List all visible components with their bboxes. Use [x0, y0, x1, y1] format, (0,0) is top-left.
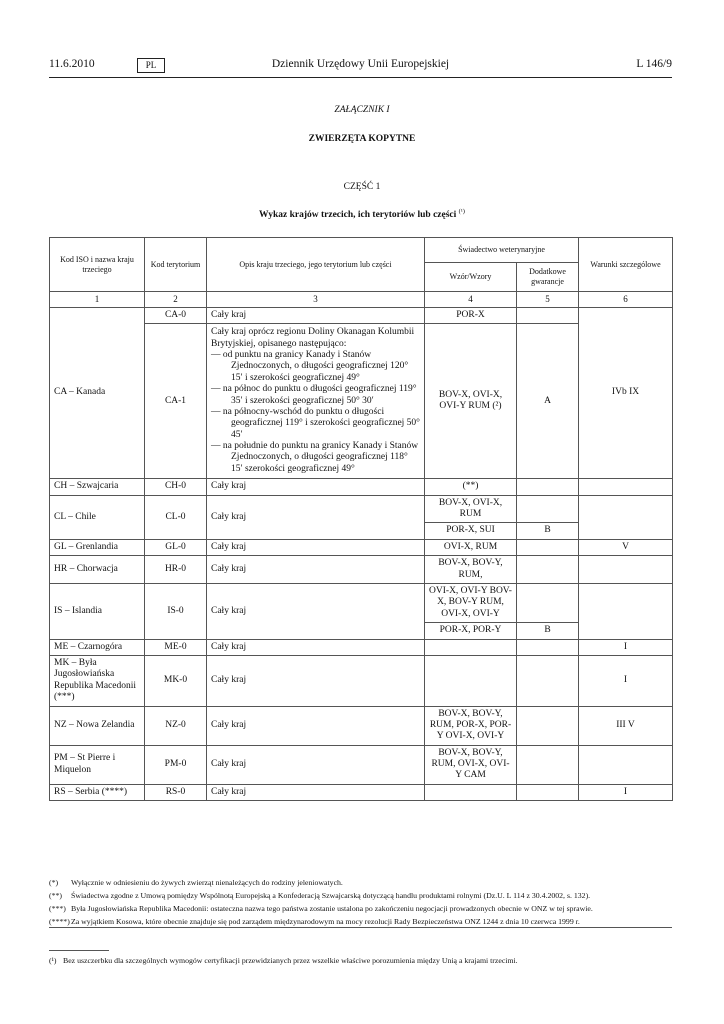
page-footnote-text: Bez uszczerbku dla szczególnych wymogów certyfikacji przewidzianych przez wszelkie właściwe porozumienia między Unią a krajami trzecimi. — [63, 956, 518, 965]
conditions-cell: III V — [579, 706, 673, 745]
page-footnote-mark: (¹) — [49, 956, 57, 965]
country-cell: NZ – Nowa Zelandia — [50, 706, 145, 745]
countries-table — [49, 237, 673, 801]
col-header-guarantees: Dodatkowe gwarancje — [517, 263, 579, 292]
country-cell: MK – Była Jugosłowiańska Republika Macedonii (***) — [50, 655, 145, 706]
description-intro: Cały kraj oprócz regionu Doliny Okanagan Kolumbii Brytyjskiej, opisanego następująco: — [211, 327, 415, 349]
territory-code-cell: PM-0 — [145, 745, 207, 784]
annex-heading: ZWIERZĘTA KOPYTNE — [308, 134, 416, 144]
model-cell: POR-X, SUI — [425, 523, 517, 539]
description-cell: Cały kraj — [207, 584, 425, 640]
col-header-code: Kod terytorium — [145, 238, 207, 292]
publication-date: 11.6.2010 — [49, 58, 95, 70]
model-cell: OVI-X, OVI-Y BOV-X, BOV-Y RUM, OVI-X, OVI-Y — [425, 584, 517, 623]
part-label: CZĘŚĆ 1 — [343, 182, 381, 192]
table-row — [50, 745, 673, 784]
table-row — [50, 307, 673, 323]
description-cell: Cały kraj — [207, 706, 425, 745]
model-cell: OVI-X, RUM — [425, 539, 517, 555]
table-title — [0, 208, 724, 220]
col-header-conditions: Warunki szczególowe — [579, 238, 673, 292]
footnote-text: Za wyjątkiem Kosowa, które obecnie znajduje się pod zarządem międzynarodowym na mocy rezolucji Rady Bezpieczeństwa ONZ 1244 z dnia 10 czerwca 1999 r. — [71, 917, 580, 926]
model-cell — [425, 639, 517, 655]
territory-code-cell: CL-0 — [145, 495, 207, 539]
model-cell: BOV-X, OVI-X, OVI-Y RUM (²) — [425, 324, 517, 479]
col-header-iso: Kod ISO i nazwa kraju trzeciego — [50, 238, 145, 292]
conditions-cell — [579, 479, 673, 495]
description-item: — od punktu na granicy Kanady i Stanów Zjednoczonych, o długości geograficznej 120° 15′ i szerokości geograficznej 49° — [211, 349, 409, 383]
country-cell: CH – Szwajcaria — [50, 479, 145, 495]
description-item: — na południe do punktu na granicy Kanady i Stanów Zjednoczonych, o długości geograficznej 118° 15′ szerokości geograficznej 49° — [211, 441, 419, 474]
language-badge: PL — [137, 58, 165, 73]
description-cell: Cały kraj — [207, 479, 425, 495]
model-cell: BOV-X, OVI-X, RUM — [425, 495, 517, 523]
guarantees-cell — [517, 539, 579, 555]
col-header-model: Wzór/Wzory — [425, 263, 517, 292]
header-divider — [49, 77, 672, 78]
description-cell: Cały kraj — [207, 556, 425, 584]
territory-code-cell: NZ-0 — [145, 706, 207, 745]
conditions-cell — [579, 556, 673, 584]
footnote-mark: (**) — [49, 891, 62, 900]
guarantees-cell — [517, 556, 579, 584]
description-item: — na północ do punktu o długości geograficznej 119° 35′ i szerokości geograficznej 50° 30′ — [211, 384, 417, 406]
table-row — [50, 584, 673, 623]
country-cell: CL – Chile — [50, 495, 145, 539]
conditions-cell — [579, 745, 673, 784]
territory-code-cell: HR-0 — [145, 556, 207, 584]
description-cell: Cały kraj — [207, 655, 425, 706]
footnote-text: Wyłącznie w odniesieniu do żywych zwierząt nienależących do rodziny jeleniowatych. — [71, 878, 343, 887]
guarantees-cell — [517, 495, 579, 523]
col-number: 3 — [207, 292, 425, 308]
conditions-cell: V — [579, 539, 673, 555]
guarantees-cell: A — [517, 324, 579, 479]
page-header — [49, 58, 672, 76]
table-title-text: Wykaz krajów trzecich, ich terytoriów lub części — [259, 210, 457, 221]
description-item: — na północny-wschód do punktu o długości geograficznej 119° i szerokości geograficznej 50° 45′ — [211, 406, 420, 440]
territory-code-cell: RS-0 — [145, 784, 207, 800]
footnote-text: Świadectwa zgodne z Umową pomiędzy Wspólnotą Europejską a Konfederacją Szwajcarską dotyczącą handlu produktami rolnymi (Dz.U. L 114 z 30.4.2002, s. 132). — [71, 891, 591, 900]
col-header-cert: Świadectwo weterynaryjne — [425, 238, 579, 263]
page-number: L 146/9 — [636, 58, 672, 70]
table-header-row — [50, 238, 673, 263]
country-cell: GL – Grenlandia — [50, 539, 145, 555]
page-footnote-divider — [49, 950, 109, 951]
model-cell — [425, 655, 517, 706]
territory-code-cell: CH-0 — [145, 479, 207, 495]
guarantees-cell: B — [517, 523, 579, 539]
col-number: 6 — [579, 292, 673, 308]
territory-code-cell: CA-0 — [145, 307, 207, 323]
table-title-footnote-ref: (¹) — [458, 208, 465, 215]
description-cell: Cały kraj — [207, 307, 425, 323]
footnote — [49, 889, 672, 902]
conditions-cell: I — [579, 655, 673, 706]
footnote-mark: (***) — [49, 904, 66, 913]
conditions-cell: I — [579, 639, 673, 655]
description-cell: Cały kraj — [207, 745, 425, 784]
description-cell: Cały kraj — [207, 639, 425, 655]
guarantees-cell — [517, 639, 579, 655]
guarantees-cell — [517, 706, 579, 745]
footnote-mark: (****) — [49, 917, 70, 926]
annex-label: ZAŁĄCZNIK I — [334, 105, 390, 115]
territory-code-cell: GL-0 — [145, 539, 207, 555]
model-cell: (**) — [425, 479, 517, 495]
model-cell: BOV-X, BOV-Y, RUM, OVI-X, OVI-Y CAM — [425, 745, 517, 784]
model-cell: POR-X, POR-Y — [425, 623, 517, 639]
guarantees-cell — [517, 307, 579, 323]
guarantees-cell: B — [517, 623, 579, 639]
conditions-cell: IVb IX — [579, 307, 673, 478]
territory-code-cell: CA-1 — [145, 324, 207, 479]
table-row — [50, 479, 673, 495]
col-number: 1 — [50, 292, 145, 308]
footnote-mark: (*) — [49, 878, 59, 887]
country-cell: HR – Chorwacja — [50, 556, 145, 584]
table-row — [50, 784, 673, 800]
country-cell: RS – Serbia (****) — [50, 784, 145, 800]
model-cell — [425, 784, 517, 800]
table-row — [50, 539, 673, 555]
conditions-cell: I — [579, 784, 673, 800]
guarantees-cell — [517, 784, 579, 800]
table-row — [50, 639, 673, 655]
column-number-row — [50, 292, 673, 308]
journal-title: Dziennik Urzędowy Unii Europejskiej — [271, 58, 450, 70]
description-cell: Cały kraj — [207, 495, 425, 539]
col-number: 4 — [425, 292, 517, 308]
page-footnote — [49, 956, 672, 965]
description-cell: Cały kraj — [207, 784, 425, 800]
guarantees-cell — [517, 479, 579, 495]
conditions-cell — [579, 584, 673, 640]
footnotes-divider — [49, 927, 672, 928]
col-number: 5 — [517, 292, 579, 308]
guarantees-cell — [517, 655, 579, 706]
country-cell: CA – Kanada — [50, 307, 145, 478]
col-number: 2 — [145, 292, 207, 308]
model-cell: BOV-X, BOV-Y, RUM, — [425, 556, 517, 584]
country-cell: PM – St Pierre i Miquelon — [50, 745, 145, 784]
footnote — [49, 876, 672, 889]
territory-code-cell: ME-0 — [145, 639, 207, 655]
col-header-desc: Opis kraju trzeciego, jego terytorium lub części — [207, 238, 425, 292]
territory-code-cell: MK-0 — [145, 655, 207, 706]
table-row — [50, 706, 673, 745]
footnote — [49, 902, 672, 915]
country-cell: IS – Islandia — [50, 584, 145, 640]
guarantees-cell — [517, 584, 579, 623]
description-cell — [207, 324, 425, 479]
model-cell: BOV-X, BOV-Y, RUM, POR-X, POR-Y OVI-X, OVI-Y — [425, 706, 517, 745]
model-cell: POR-X — [425, 307, 517, 323]
territory-code-cell: IS-0 — [145, 584, 207, 640]
table-row — [50, 495, 673, 523]
table-row — [50, 655, 673, 706]
country-cell: ME – Czarnogóra — [50, 639, 145, 655]
conditions-cell — [579, 495, 673, 539]
guarantees-cell — [517, 745, 579, 784]
table-footnotes — [49, 876, 672, 928]
table-row — [50, 556, 673, 584]
footnote-text: Była Jugosłowiańska Republika Macedonii: ostateczna nazwa tego państwa zostanie ustalona po zakończeniu negocjacji prowadzonych obecnie w ONZ w tej sprawie. — [71, 904, 593, 913]
description-cell: Cały kraj — [207, 539, 425, 555]
